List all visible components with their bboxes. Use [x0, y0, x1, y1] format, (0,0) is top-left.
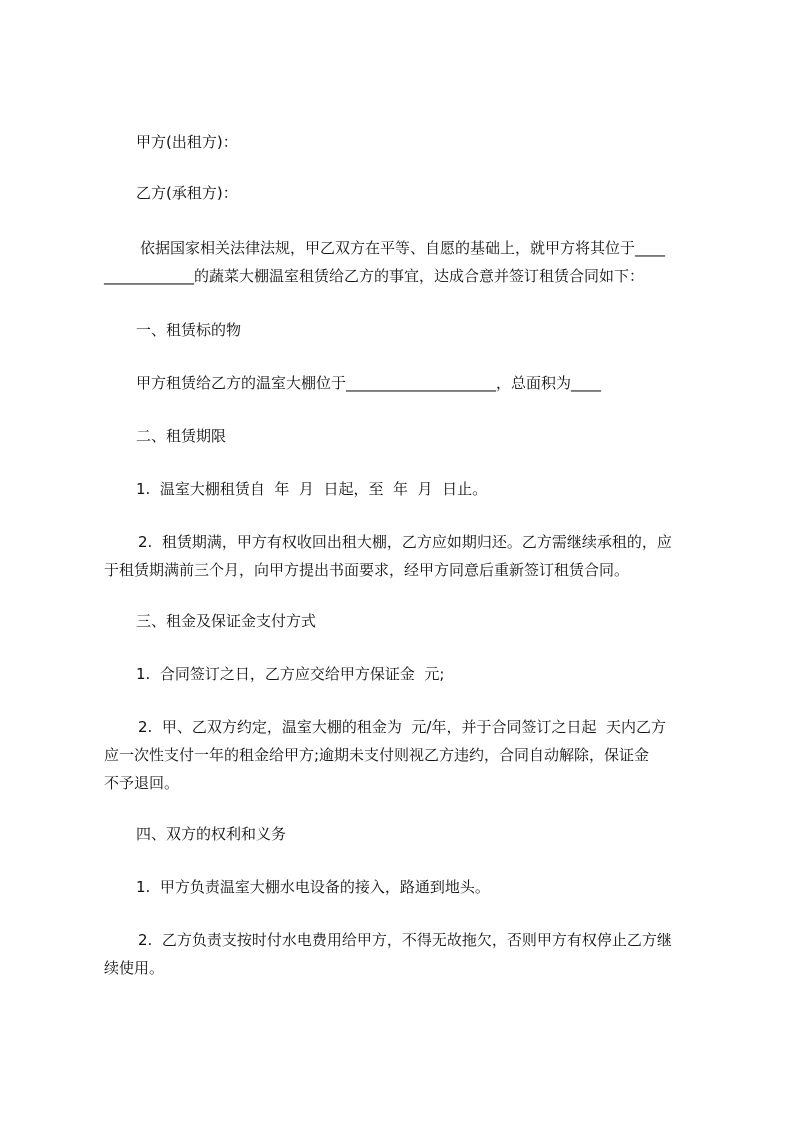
list-item: 1. 合同签订之日，乙方应交给甲方保证金 元; — [136, 665, 445, 683]
list-item: 1. 温室大棚租赁自 年 月 日起，至 年 月 日止。 — [136, 480, 488, 498]
list-item: 2. 租赁期满，甲方有权收回出租大棚，乙方应如期归还。乙方需继续承租的，应 — [138, 533, 672, 551]
section-heading: 一、租赁标的物 — [136, 321, 242, 339]
intro-paragraph-line: ____________的蔬菜大棚温室租赁给乙方的事宜，达成合意并签订租赁合同如下： — [104, 267, 645, 285]
section-heading: 四、双方的权利和义务 — [136, 825, 287, 843]
list-item: 1. 甲方负责温室大棚水电设备的接入，路通到地头。 — [136, 878, 490, 896]
intro-paragraph-line: 依据国家相关法律法规，甲乙双方在平等、自愿的基础上，就甲方将其位于____ — [140, 239, 666, 257]
paragraph-line: 应一次性支付一年的租金给甲方;逾期未支付则视乙方违约，合同自动解除，保证金 — [104, 746, 650, 764]
section-heading: 二、租赁期限 — [136, 427, 227, 445]
paragraph-line: 甲方租赁给乙方的温室大棚位于____________________，总面积为____ — [136, 374, 602, 392]
paragraph-line: 不予退回。 — [104, 774, 180, 792]
paragraph-line: 于租赁期满前三个月，向甲方提出书面要求，经甲方同意后重新签订租赁合同。 — [104, 561, 630, 579]
section-heading: 三、租金及保证金支付方式 — [136, 612, 317, 630]
list-item: 2. 乙方负责支按时付水电费用给甲方，不得无故拖欠，否则甲方有权停止乙方继 — [138, 931, 672, 949]
list-item: 2. 甲、乙双方约定，温室大棚的租金为 元/年，并于合同签订之日起 天内乙方 — [138, 718, 666, 736]
party-b-label: 乙方(承租方)： — [136, 184, 238, 202]
party-a-label: 甲方(出租方)： — [136, 133, 238, 151]
paragraph-line: 续使用。 — [104, 959, 165, 977]
